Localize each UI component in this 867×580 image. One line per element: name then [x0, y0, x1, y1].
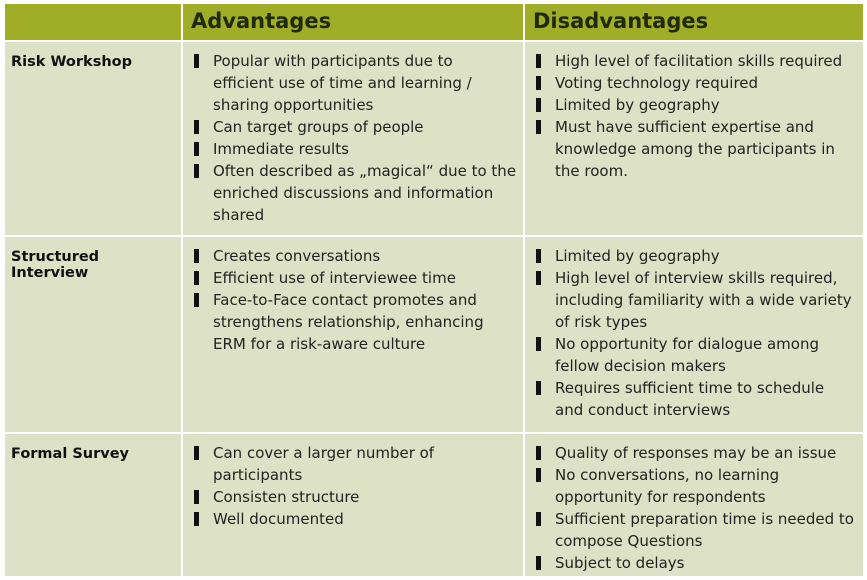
list-item — [533, 552, 857, 574]
disadvantages-cell — [525, 434, 863, 576]
bullet-icon — [536, 446, 541, 460]
list-item — [191, 508, 517, 530]
row-label: Risk Workshop — [5, 42, 181, 235]
list-item-text: High level of interview skills required, including familiarity with a wide variety of risk types — [555, 269, 852, 331]
list-item-text: Immediate results — [213, 140, 349, 158]
list-item — [191, 245, 517, 267]
header-row — [5, 4, 863, 40]
bullet-icon — [194, 446, 199, 460]
table-row — [5, 42, 863, 235]
table-row — [5, 237, 863, 432]
list-item-text: Face-to-Face contact promotes and strengthens relationship, enhancing ERM for a risk-aware culture — [213, 291, 484, 353]
list-item-text: Limited by geography — [555, 96, 720, 114]
list-item-text: Creates conversations — [213, 247, 381, 265]
bullet-icon — [536, 512, 541, 526]
list-item-text: Consisten structure — [213, 488, 360, 506]
list-item-text: Can target groups of people — [213, 118, 424, 136]
list-item-text: Requires sufficient time to schedule and conduct interviews — [555, 379, 825, 419]
bullet-icon — [536, 271, 541, 285]
header-advantages: Advantages — [183, 4, 523, 40]
list-item — [533, 94, 857, 116]
list-item-text: No conversations, no learning opportunity for respondents — [555, 466, 780, 506]
bullet-icon — [194, 142, 199, 156]
list-item — [533, 508, 857, 552]
advantages-list — [191, 442, 517, 530]
list-item — [191, 442, 517, 486]
list-item — [533, 333, 857, 377]
list-item-text: Sufficient preparation time is needed to compose Questions — [555, 510, 854, 550]
bullet-icon — [194, 512, 199, 526]
bullet-icon — [194, 120, 199, 134]
list-item-text: Quality of responses may be an issue — [555, 444, 837, 462]
bullet-icon — [194, 164, 199, 178]
bullet-icon — [536, 98, 541, 112]
list-item — [191, 486, 517, 508]
advantages-list — [191, 245, 517, 355]
list-item-text: Popular with participants due to efficient use of time and learning / sharing opportunities — [213, 52, 472, 114]
list-item — [191, 116, 517, 138]
row-label: Structured Interview — [5, 237, 181, 432]
bullet-icon — [536, 556, 541, 570]
header-corner — [5, 4, 181, 40]
list-item — [191, 138, 517, 160]
header-disadvantages: Disadvantages — [525, 4, 863, 40]
bullet-icon — [536, 381, 541, 395]
bullet-icon — [536, 120, 541, 134]
list-item-text: Often described as „magical“ due to the enriched discussions and information shared — [213, 162, 517, 224]
advantages-cell — [183, 237, 523, 432]
advantages-list — [191, 50, 517, 226]
table-row — [5, 434, 863, 576]
list-item-text: High level of facilitation skills required — [555, 52, 843, 70]
bullet-icon — [194, 293, 199, 307]
list-item — [533, 464, 857, 508]
bullet-icon — [536, 337, 541, 351]
list-item — [533, 267, 857, 333]
bullet-icon — [194, 490, 199, 504]
bullet-icon — [194, 271, 199, 285]
list-item — [191, 289, 517, 355]
disadvantages-cell — [525, 237, 863, 432]
bullet-icon — [536, 249, 541, 263]
bullet-icon — [194, 54, 199, 68]
disadvantages-list — [533, 442, 857, 574]
comparison-table — [5, 4, 863, 576]
list-item-text: Subject to delays — [555, 554, 685, 572]
list-item-text: Efficient use of interviewee time — [213, 269, 456, 287]
list-item — [533, 377, 857, 421]
list-item-text: No opportunity for dialogue among fellow decision makers — [555, 335, 819, 375]
bullet-icon — [536, 54, 541, 68]
bullet-icon — [536, 76, 541, 90]
row-label: Formal Survey — [5, 434, 181, 576]
list-item-text: Can cover a larger number of participants — [213, 444, 435, 484]
disadvantages-list — [533, 50, 857, 182]
bullet-icon — [194, 249, 199, 263]
list-item-text: Limited by geography — [555, 247, 720, 265]
list-item — [533, 442, 857, 464]
advantages-cell — [183, 434, 523, 576]
list-item-text: Voting technology required — [555, 74, 759, 92]
list-item — [533, 50, 857, 72]
list-item — [191, 50, 517, 116]
list-item — [191, 267, 517, 289]
list-item-text: Well documented — [213, 510, 344, 528]
list-item — [533, 116, 857, 182]
advantages-cell — [183, 42, 523, 235]
disadvantages-list — [533, 245, 857, 421]
list-item-text: Must have sufficient expertise and knowledge among the participants in the room. — [555, 118, 835, 180]
disadvantages-cell — [525, 42, 863, 235]
list-item — [533, 245, 857, 267]
list-item — [533, 72, 857, 94]
bullet-icon — [536, 468, 541, 482]
list-item — [191, 160, 517, 226]
